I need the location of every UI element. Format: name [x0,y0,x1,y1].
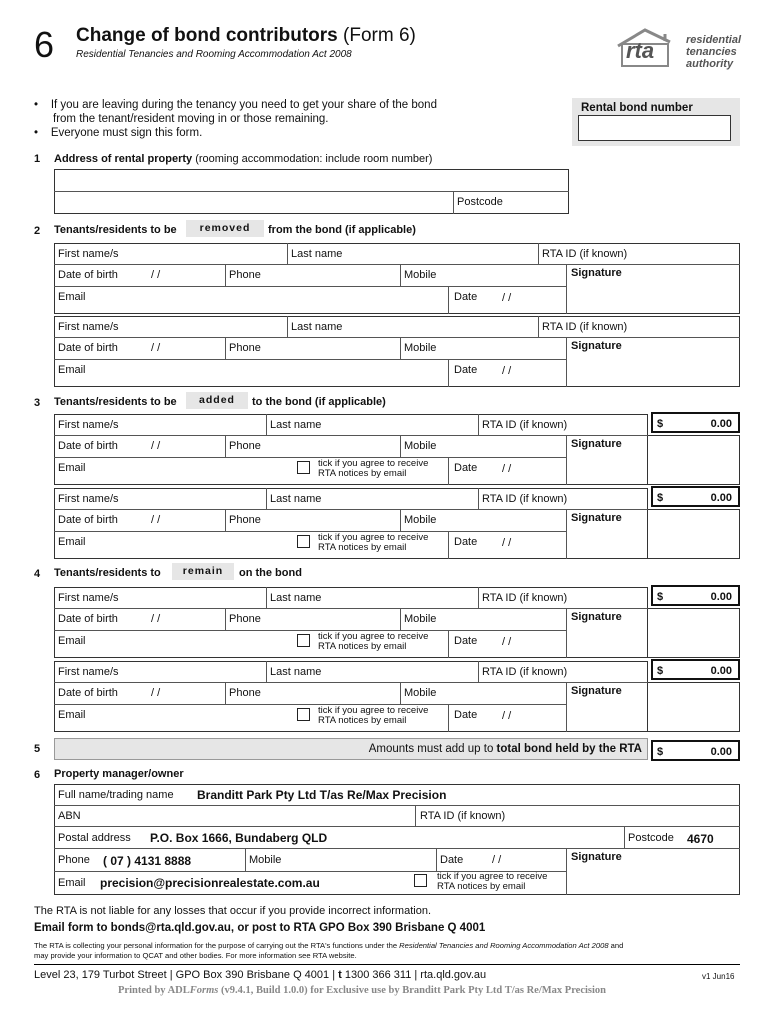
removed-tenant-1-first-name-label: First name/s [58,248,119,260]
remaining-tenant-1-email-notice-checkbox[interactable] [297,634,310,647]
removed-tenant-1-mobile-input[interactable] [442,265,564,285]
added-tenant-1-rta-id-label: RTA ID (if known) [482,419,568,431]
footer-address-a: Level 23, 179 Turbot Street | GPO Box 390 Brisbane Q 4001 | [34,969,336,981]
removed-tenant-2-date-label: Date [454,364,478,376]
removed-tenant-2-phone-input[interactable] [265,338,398,358]
section-6-title: Property manager/owner [54,768,184,780]
added-tenant-1-dob-label: Date of birth [58,440,118,452]
remaining-tenant-2-tick-line-1: tick if you agree to receive [318,705,429,716]
section-2-post: from the bond (if applicable) [268,224,416,236]
manager-email-notice-checkbox[interactable] [414,874,427,887]
added-tenant-2-last-name-label: Last name [270,493,322,505]
added-tenant-1-phone-label: Phone [229,440,261,452]
added-tenant-2-vdiv-date [448,531,449,559]
form-number: 6 [34,24,55,65]
removed-tenant-1-first-name-input[interactable] [120,244,285,263]
privacy-act-name: Residential Tenancies and Rooming Accommodation Act 2008 [399,941,609,950]
address-line1-input[interactable] [55,170,568,191]
printed-by-a: Printed by ADL [118,985,190,996]
added-tenant-1-tick-label [318,459,428,479]
bullet-1-cont [34,112,437,126]
added-tenant-1-vdiv-sign [566,435,567,485]
removed-tenant-1-vdiv-phone [225,264,226,286]
remaining-tenant-1-email-label: Email [58,635,86,647]
section-5-text [369,743,642,755]
removed-tenant-1-vdiv-rta [538,243,539,264]
manager-abn-divider [415,805,416,826]
total-dollar-sign: $ [657,746,664,758]
manager-signature-label: Signature [571,851,622,863]
postcode-divider [453,191,454,214]
added-tenant-2-dob-label: Date of birth [58,514,118,526]
added-tenant-1-first-name-input[interactable] [120,415,264,434]
email-form-instruction: Email form to bonds@rta.qld.gov.au, or post to RTA GPO Box 390 Brisbane Q 4001 [34,922,486,934]
section-1-title [54,153,432,165]
page-subtitle: Residential Tenancies and Rooming Accommodation Act 2008 [76,49,352,60]
added-tenant-2-first-name-label: First name/s [58,493,119,505]
added-tenant-2-phone-input[interactable] [265,510,398,530]
printed-by-b: (v9.4.1, Build 1.0.0) for Exclusive use by Branditt Park Pty Ltd T/as Re/Max Precision [220,985,606,996]
section-1-title-rest: (rooming accommodation: include room number) [195,153,433,165]
added-tenant-2-phone-label: Phone [229,514,261,526]
removed-tenant-2-phone-label: Phone [229,342,261,354]
removed-tenant-1-signature-field[interactable] [568,281,738,312]
title-suffix: (Form 6) [343,25,416,46]
remaining-tenant-2-email-label: Email [58,709,86,721]
remaining-tenant-1-amount-value: 0.00 [710,591,732,603]
added-tenant-2-email-input[interactable] [92,532,292,558]
footer-address [34,969,486,981]
remaining-tenant-2-email-notice-checkbox[interactable] [297,708,310,721]
remaining-tenant-1-phone-input[interactable] [265,609,398,629]
remaining-tenant-2-dob-input[interactable]: / / [151,687,161,699]
remaining-tenant-2-vdiv-phone [225,682,226,704]
removed-tenant-2-vdiv-sign [566,337,567,387]
remaining-tenant-2-date-label: Date [454,709,478,721]
removed-tenant-2-dob-input[interactable]: / / [151,342,161,354]
removed-tenant-2-vdiv-last [287,316,288,337]
remaining-tenant-2-vdiv-sign [566,682,567,732]
total-amount-value: 0.00 [710,746,732,758]
remaining-tenant-1-tick-line-2: RTA notices by email [318,641,407,652]
added-tenant-2-date-label: Date [454,536,478,548]
manager-date-slashes[interactable]: / / [492,854,502,866]
section-3-post: to the bond (if applicable) [252,396,386,408]
manager-mobile-divider [245,848,246,871]
footer-address-t: t [338,969,342,981]
removed-tenant-1-dob-input[interactable]: / / [151,269,161,281]
remaining-tenant-2-signature-label: Signature [571,685,622,697]
section-4-tag: remain [172,563,234,580]
remaining-tenant-2-dollar-sign: $ [657,665,664,677]
postcode-label: Postcode [457,196,503,208]
manager-email-label: Email [58,877,86,889]
removed-tenant-1-email-label: Email [58,291,86,303]
added-tenant-1-mobile-input[interactable] [442,436,564,456]
remaining-tenant-2-signature-field[interactable] [568,699,738,730]
removed-tenant-2-vdiv-phone [225,337,226,359]
remaining-tenant-2-vdiv-rta [478,661,479,682]
logo-line2: tenancies [686,46,737,58]
added-tenant-1-email-input[interactable] [92,458,292,484]
removed-tenant-2-email-label: Email [58,364,86,376]
manager-abn-input[interactable] [85,806,413,825]
remaining-tenant-1-date-input[interactable]: / / [502,636,512,648]
removed-tenant-1-vdiv-sign [566,264,567,314]
added-tenant-1-last-name-input[interactable] [326,415,476,434]
printed-by [118,985,606,996]
added-tenant-1-signature-label: Signature [571,438,622,450]
remaining-tenant-2-mobile-input[interactable] [442,683,564,703]
removed-tenant-1-last-name-label: Last name [291,248,343,260]
rta-logo [610,24,750,74]
added-tenant-2-dollar-sign: $ [657,492,664,504]
bullet-1-line-1: If you are leaving during the tenancy you need to get your share of the bond [50,99,437,111]
remaining-tenant-1-phone-label: Phone [229,613,261,625]
manager-row-divider-3 [54,848,740,849]
removed-tenant-2-last-name-label: Last name [291,321,343,333]
remaining-tenant-2-vdiv-last [266,661,267,682]
remaining-tenant-1-tick-line-1: tick if you agree to receive [318,631,429,642]
remaining-tenant-1-dob-label: Date of birth [58,613,118,625]
removed-tenant-1-phone-input[interactable] [265,265,398,285]
removed-tenant-1-mobile-label: Mobile [404,269,437,281]
remaining-tenant-1-first-name-label: First name/s [58,592,119,604]
bullet-2: • Everyone must sign this form. [34,127,203,139]
manager-row-divider-2 [54,826,740,827]
manager-email-value[interactable]: precision@precisionrealestate.com.au [100,876,320,890]
remaining-tenant-2-email-input[interactable] [92,705,292,731]
manager-rta-id-label: RTA ID (if known) [420,810,506,822]
section-1-title-bold: Address of rental property [54,153,193,165]
remaining-tenant-2-first-name-label: First name/s [58,666,119,678]
added-tenant-2-vdiv-sign [566,509,567,559]
removed-tenant-2-mobile-label: Mobile [404,342,437,354]
added-tenant-1-tick-line-1: tick if you agree to receive [318,458,429,469]
address-line2-input[interactable] [55,192,453,213]
added-tenant-2-mobile-label: Mobile [404,514,437,526]
remaining-tenant-1-date-label: Date [454,635,478,647]
added-tenant-2-vdiv-mobile [400,509,401,531]
manager-abn-label: ABN [58,810,81,822]
added-tenant-1-vdiv-last [266,414,267,435]
remaining-tenant-1-signature-label: Signature [571,611,622,623]
removed-tenant-2-vdiv-rta [538,316,539,337]
remaining-tenant-1-email-input[interactable] [92,631,292,657]
title-text: Change of bond contributors [76,25,338,46]
manager-postal-value[interactable]: P.O. Box 1666, Bundaberg QLD [150,831,328,845]
remaining-tenant-1-vdiv-mobile [400,608,401,630]
added-tenant-1-dob-input[interactable]: / / [151,440,161,452]
manager-signature-field[interactable] [568,864,738,893]
added-tenant-1-email-notice-checkbox[interactable] [297,461,310,474]
added-tenant-1-amount-field[interactable] [651,412,740,433]
manager-signature-divider [566,848,567,895]
remaining-tenant-2-tick-label [318,706,428,726]
manager-fullname-value[interactable]: Branditt Park Pty Ltd T/as Re/Max Precision [197,788,447,802]
manager-date-divider [436,848,437,871]
privacy-line-2: may provide your information to QCAT and other bodies. For more information see RTA website. [34,951,357,960]
remaining-tenant-2-last-name-input[interactable] [326,662,476,681]
section-3-pre: Tenants/residents to be [54,396,177,408]
section-5-text-bold: total bond held by the RTA [496,743,642,755]
removed-tenant-2-vdiv-mobile [400,337,401,359]
remaining-tenant-1-rta-id-label: RTA ID (if known) [482,592,568,604]
postcode-input[interactable] [506,192,568,213]
added-tenant-2-email-label: Email [58,536,86,548]
added-tenant-2-tick-line-1: tick if you agree to receive [318,532,429,543]
added-tenant-1-amount-value: 0.00 [710,418,732,430]
removed-tenant-2-signature-label: Signature [571,340,622,352]
added-tenant-2-dob-input[interactable]: / / [151,514,161,526]
section-5-text-plain: Amounts must add up to [368,743,494,755]
manager-tick-line-2: RTA notices by email [437,881,526,892]
manager-postcode-value[interactable]: 4670 [687,832,714,846]
bullet-1: • If you are leaving during the tenancy you need to get your share of the bond [34,99,437,111]
added-tenant-1-dollar-sign: $ [657,418,664,430]
logo-line3: authority [686,58,734,70]
remaining-tenant-2-amount-value: 0.00 [710,665,732,677]
remaining-tenant-1-vdiv-sign [566,608,567,658]
page-title [76,25,416,47]
added-tenant-2-date-input[interactable]: / / [502,537,512,549]
removed-tenant-2-vdiv-date [448,359,449,387]
added-tenant-1-phone-input[interactable] [265,436,398,456]
added-tenant-2-vdiv-last [266,488,267,509]
removed-tenant-2-rta-id-label: RTA ID (if known) [542,321,628,333]
remaining-tenant-1-vdiv-rta [478,587,479,608]
added-tenant-2-vdiv-phone [225,509,226,531]
remaining-tenant-1-first-name-input[interactable] [120,588,264,607]
logo-line1: residential [686,34,742,46]
removed-tenant-1-last-name-input[interactable] [347,244,536,263]
removed-tenant-1-rta-id-label: RTA ID (if known) [542,248,628,260]
section-2-number: 2 [34,225,41,237]
manager-tick-label [437,872,547,892]
rental-bond-input[interactable] [578,115,731,141]
added-tenant-2-last-name-input[interactable] [326,489,476,508]
section-4-post: on the bond [239,567,302,579]
section-2-tag: removed [186,220,264,237]
added-tenant-2-tick-label [318,533,428,553]
remaining-tenant-2-tick-line-2: RTA notices by email [318,715,407,726]
added-tenant-2-signature-field[interactable] [568,526,738,557]
added-tenant-1-last-name-label: Last name [270,419,322,431]
added-tenant-1-vdiv-rta [478,414,479,435]
removed-tenant-1-date-label: Date [454,291,478,303]
remaining-tenant-1-mobile-label: Mobile [404,613,437,625]
remaining-tenant-2-rta-id-label: RTA ID (if known) [482,666,568,678]
section-3-tag: added [186,392,248,409]
total-amount-field[interactable] [651,740,740,761]
manager-tick-line-1: tick if you agree to receive [437,871,548,882]
added-tenant-2-signature-label: Signature [571,512,622,524]
manager-postcode-divider [624,826,625,848]
added-tenant-1-tick-line-2: RTA notices by email [318,468,407,479]
removed-tenant-2-dob-label: Date of birth [58,342,118,354]
removed-tenant-1-dob-label: Date of birth [58,269,118,281]
privacy-notice [34,941,623,961]
section-3-number: 3 [34,397,41,409]
removed-tenant-1-vdiv-date [448,286,449,314]
removed-tenant-2-first-name-input[interactable] [120,317,285,336]
remaining-tenant-2-first-name-input[interactable] [120,662,264,681]
section-4-pre: Tenants/residents to [54,567,161,579]
added-tenant-2-rta-id-label: RTA ID (if known) [482,493,568,505]
remaining-tenant-1-last-name-label: Last name [270,592,322,604]
remaining-tenant-2-date-input[interactable]: / / [502,710,512,722]
manager-postcode-label: Postcode [628,832,674,844]
bullet-1-line-2: from the tenant/resident moving in or those remaining. [53,113,329,125]
added-tenant-1-vdiv-date [448,457,449,485]
remaining-tenant-2-amount-field[interactable] [651,659,740,680]
section-1-number: 1 [34,153,41,165]
removed-tenant-1-date-input[interactable]: / / [502,292,512,304]
remaining-tenant-1-last-name-input[interactable] [326,588,476,607]
remaining-tenant-1-mobile-input[interactable] [442,609,564,629]
privacy-line-1 [34,941,623,951]
liability-notice: The RTA is not liable for any losses that occur if you provide incorrect information. [34,905,431,917]
added-tenant-2-amount-field[interactable] [651,486,740,507]
remaining-tenant-1-tick-label [318,632,428,652]
rental-bond-label: Rental bond number [581,102,693,114]
removed-tenant-1-phone-label: Phone [229,269,261,281]
removed-tenant-1-email-input[interactable] [92,287,442,313]
manager-phone-value[interactable]: ( 07 ) 4131 8888 [103,854,192,868]
logo-rta-text: rta [626,38,655,63]
added-tenant-2-first-name-input[interactable] [120,489,264,508]
manager-date-label: Date [440,854,464,866]
remaining-tenant-1-vdiv-date [448,630,449,658]
section-6-number: 6 [34,769,41,781]
added-tenant-1-date-label: Date [454,462,478,474]
added-tenant-2-email-notice-checkbox[interactable] [297,535,310,548]
added-tenant-2-amount-value: 0.00 [710,492,732,504]
added-tenant-2-mobile-input[interactable] [442,510,564,530]
added-tenant-2-tick-line-2: RTA notices by email [318,542,407,553]
remaining-tenant-2-last-name-label: Last name [270,666,322,678]
manager-phone-label: Phone [58,854,90,866]
privacy-line-1-c: and [610,941,624,950]
removed-tenant-1-signature-label: Signature [571,267,622,279]
removed-tenant-1-vdiv-mobile [400,264,401,286]
remaining-tenant-2-mobile-label: Mobile [404,687,437,699]
added-tenant-1-first-name-label: First name/s [58,419,119,431]
privacy-line-1-a: The RTA is collecting your personal information for the purpose of carrying out the RTA's functions under the [34,941,398,950]
remaining-tenant-2-vdiv-mobile [400,682,401,704]
bullet-2-text: Everyone must sign this form. [50,127,203,139]
section-4-number: 4 [34,568,41,580]
added-tenant-1-mobile-label: Mobile [404,440,437,452]
added-tenant-2-vdiv-rta [478,488,479,509]
remaining-tenant-1-dob-input[interactable]: / / [151,613,161,625]
version-label: v1 Jun16 [702,972,735,981]
added-tenant-1-date-input[interactable]: / / [502,463,512,475]
added-tenant-1-vdiv-mobile [400,435,401,457]
printed-by-forms: Forms [189,985,219,996]
removed-tenant-1-vdiv-last [287,243,288,264]
remaining-tenant-1-vdiv-phone [225,608,226,630]
manager-mobile-label: Mobile [249,854,282,866]
removed-tenant-2-date-input[interactable]: / / [502,365,512,377]
footer-address-b: 1300 366 311 | rta.qld.gov.au [344,969,487,981]
footer-rule [34,964,740,965]
added-tenant-1-vdiv-phone [225,435,226,457]
section-2-pre: Tenants/residents to be [54,224,177,236]
remaining-tenant-2-dob-label: Date of birth [58,687,118,699]
remaining-tenant-1-signature-field[interactable] [568,625,738,656]
remaining-tenant-1-dollar-sign: $ [657,591,664,603]
manager-fullname-label: Full name/trading name [58,789,174,801]
remaining-tenant-2-phone-input[interactable] [265,683,398,703]
intro-bullets [34,98,437,140]
remaining-tenant-1-amount-field[interactable] [651,585,740,606]
removed-tenant-2-signature-field[interactable] [568,354,738,385]
remaining-tenant-1-vdiv-last [266,587,267,608]
removed-tenant-2-last-name-input[interactable] [347,317,536,336]
remaining-tenant-2-vdiv-date [448,704,449,732]
section-5-number: 5 [34,743,41,755]
removed-tenant-2-first-name-label: First name/s [58,321,119,333]
removed-tenant-2-email-input[interactable] [92,360,442,386]
removed-tenant-2-mobile-input[interactable] [442,338,564,358]
remaining-tenant-2-phone-label: Phone [229,687,261,699]
manager-postal-label: Postal address [58,832,131,844]
added-tenant-1-signature-field[interactable] [568,452,738,483]
added-tenant-1-email-label: Email [58,462,86,474]
